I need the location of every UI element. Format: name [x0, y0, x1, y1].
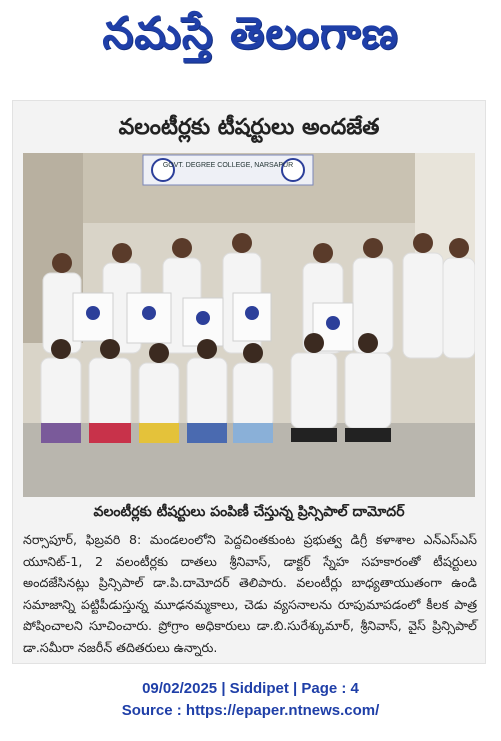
- masthead: [0, 0, 501, 78]
- article-body: నర్సాపూర్, ఫిబ్రవరి 8: మండలంలోని పెద్దచింతకుంట ప్రభుత్వ డిగ్రీ కళాశాల ఎన్ఎస్ఎస్ యూనిట్-1, 2 వలంటీర్లకు దాతలు శ్రీనివాస్, డాక్టర్ స్నేహ సహకారంతో టీషర్టులు అందజేసినట్లు ప్రిన్సిపాల్ డా.పి.దామోదర్ తెలిపారు. వలంటీర్లు బాధ్యతాయుతంగా ఉండి సమాజాన్ని పట్టిపీడుస్తున్న మూఢనమ్మకాలు, చెడు వ్యసనాలను రూపుమాపడంలో కీలక పాత్ర పోషించాలని సూచించారు. ప్రోగ్రాం అధికారులు డా.బి.సురేశ్కుమార్, శ్రీనివాస్, వైస్ ప్రిన్సిపాల్ డా.సమీరా నజరీన్ తదితరులు ఉన్నారు.: [23, 532, 477, 655]
- photo-caption: వలంటీర్లకు టీషర్టులు పంపిణీ చేస్తున్న ప్రిన్సిపాల్ దామోదర్: [93, 504, 405, 520]
- footer-date-edition: 09/02/2025 | Siddipet | Page : 4: [142, 680, 359, 697]
- group-photo-illustration: [23, 153, 475, 497]
- article-photo: [23, 153, 475, 497]
- article-clipping: [12, 100, 486, 664]
- newspaper-title: నమస్తే తెలంగాణ: [102, 8, 399, 59]
- article-headline: వలంటీర్లకు టీషర్టులు అందజేత: [118, 115, 380, 140]
- banner-text: GOVT. DEGREE COLLEGE, NARSAPUR: [162, 162, 294, 169]
- footer-source: Source : https://epaper.ntnews.com/: [121, 702, 380, 719]
